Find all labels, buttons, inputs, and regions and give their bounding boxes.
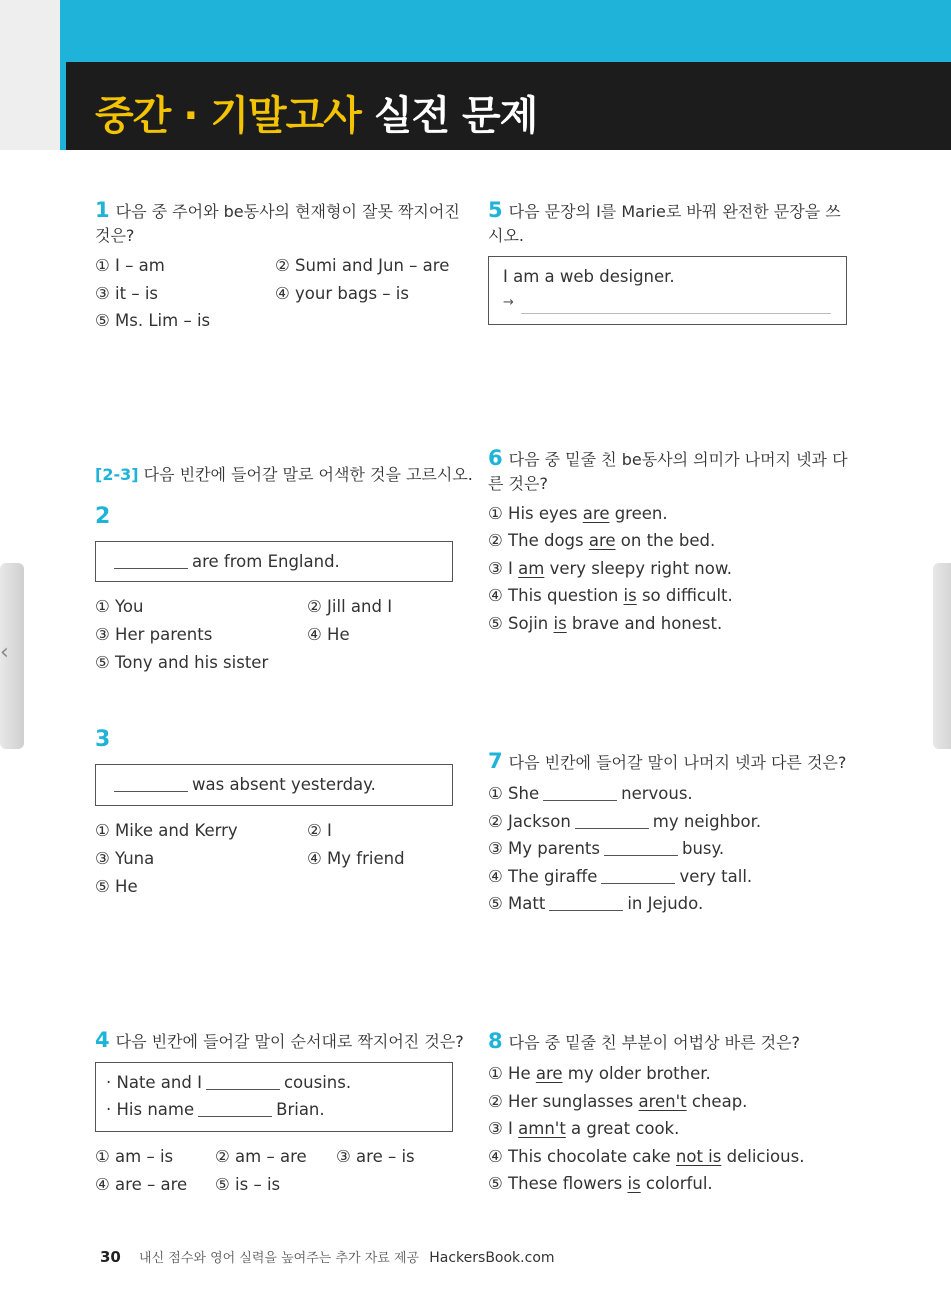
option[interactable] xyxy=(488,784,693,803)
option[interactable]: ④ He xyxy=(307,625,350,644)
option[interactable] xyxy=(488,1174,713,1193)
sentence-text: are from England. xyxy=(192,552,340,571)
option[interactable]: ① am – is xyxy=(95,1147,174,1166)
option-text: on the bed. xyxy=(615,531,716,550)
option[interactable] xyxy=(488,867,752,886)
option[interactable]: ② am – are xyxy=(215,1147,307,1166)
question-text: 다음 중 밑줄 친 부분이 어법상 바른 것은? xyxy=(508,1033,801,1052)
option-text: very tall. xyxy=(679,867,753,886)
question-7 xyxy=(488,749,846,775)
question-5 xyxy=(488,198,853,248)
option-text: ② Her sunglasses xyxy=(488,1092,639,1111)
option[interactable] xyxy=(488,504,668,523)
question-number: 1 xyxy=(95,198,110,222)
underlined-word: is xyxy=(553,614,567,633)
header-band xyxy=(60,0,951,62)
question-number: 6 xyxy=(488,446,503,470)
option[interactable]: ① Mike and Kerry xyxy=(95,821,238,840)
answer-box xyxy=(488,256,847,325)
question-number: 8 xyxy=(488,1029,503,1053)
option-text: green. xyxy=(609,504,668,523)
sentence-text: was absent yesterday. xyxy=(192,775,376,794)
underlined-word: is xyxy=(627,1174,641,1193)
underlined-word: am xyxy=(518,559,545,578)
option-text: ② The dogs xyxy=(488,531,589,550)
option[interactable]: ① I – am xyxy=(95,256,165,275)
option[interactable] xyxy=(488,1147,804,1166)
option-text: a great cook. xyxy=(565,1119,680,1138)
question-number: 4 xyxy=(95,1028,110,1052)
blank xyxy=(549,909,623,911)
option[interactable] xyxy=(488,1092,747,1111)
option-text: ⑤ Matt xyxy=(488,894,546,913)
header-accent xyxy=(60,62,66,150)
option[interactable]: ① You xyxy=(95,597,144,616)
blank xyxy=(206,1088,280,1090)
option[interactable] xyxy=(488,1064,711,1083)
question-number: 5 xyxy=(488,198,503,222)
option[interactable] xyxy=(488,586,733,605)
blank xyxy=(604,854,678,856)
option-text: ④ This question xyxy=(488,586,624,605)
option[interactable] xyxy=(488,894,703,913)
option-text: brave and honest. xyxy=(566,614,723,633)
question-number: 3 xyxy=(95,727,111,752)
blank xyxy=(198,1115,272,1117)
option[interactable]: ② Jill and I xyxy=(307,597,393,616)
answer-line[interactable] xyxy=(521,313,831,314)
option[interactable] xyxy=(488,812,761,831)
group-range: [2-3] xyxy=(95,465,139,484)
underlined-word: not is xyxy=(675,1147,722,1166)
option-text: so difficult. xyxy=(636,586,733,605)
question-text: 다음 빈칸에 들어갈 말이 나머지 넷과 다른 것은? xyxy=(508,753,847,772)
option[interactable] xyxy=(488,1119,679,1138)
question-text: 다음 빈칸에 들어갈 말이 순서대로 짝지어진 것은? xyxy=(115,1032,464,1051)
option-text: delicious. xyxy=(721,1147,805,1166)
option-text: ④ The giraffe xyxy=(488,867,598,886)
page-title-rest: 실전 문제 xyxy=(373,93,538,139)
option[interactable] xyxy=(488,614,722,633)
question-text: 다음 중 밑줄 친 be동사의 의미가 나머지 넷과 다른 것은? xyxy=(488,450,848,493)
page-title-highlight: 중간 · 기말고사 xyxy=(95,93,361,139)
option-text: in Jejudo. xyxy=(627,894,704,913)
blank xyxy=(114,567,188,569)
option-text: ① His eyes xyxy=(488,504,583,523)
header-margin xyxy=(0,0,60,150)
question-number: 7 xyxy=(488,749,503,773)
option[interactable]: ⑤ Ms. Lim – is xyxy=(95,311,211,330)
question-6 xyxy=(488,446,853,496)
sentence-text: · Nate and I xyxy=(106,1073,202,1092)
option[interactable]: ④ My friend xyxy=(307,849,405,868)
option-text: my older brother. xyxy=(562,1064,711,1083)
sentence-text: · His name xyxy=(106,1100,195,1119)
option[interactable] xyxy=(488,559,732,578)
option[interactable]: ③ are – is xyxy=(336,1147,415,1166)
underlined-word: are xyxy=(588,531,616,550)
sentence-text: Brian. xyxy=(276,1100,325,1119)
option[interactable]: ⑤ He xyxy=(95,877,138,896)
option[interactable]: ③ Her parents xyxy=(95,625,213,644)
option[interactable]: ④ are – are xyxy=(95,1175,188,1194)
option-text: busy. xyxy=(681,839,725,858)
option-text: my neighbor. xyxy=(652,812,762,831)
next-page-tab[interactable] xyxy=(933,563,951,749)
option[interactable]: ⑤ is – is xyxy=(215,1175,281,1194)
group-instruction xyxy=(95,463,473,487)
option-text: nervous. xyxy=(621,784,693,803)
option-text: ④ This chocolate cake xyxy=(488,1147,676,1166)
blank xyxy=(601,882,675,884)
option[interactable]: ② Sumi and Jun – are xyxy=(275,256,450,275)
option-text: ① She xyxy=(488,784,540,803)
underlined-word: aren't xyxy=(638,1092,687,1111)
sentence-box xyxy=(95,541,453,582)
blank xyxy=(114,790,188,792)
option-text: ① He xyxy=(488,1064,536,1083)
group-text: 다음 빈칸에 들어갈 말로 어색한 것을 고르시오. xyxy=(143,465,473,484)
sentence-box xyxy=(95,1062,453,1132)
option-text: ③ My parents xyxy=(488,839,600,858)
question-text: 다음 중 주어와 be동사의 현재형이 잘못 짝지어진 것은? xyxy=(95,202,460,245)
blank xyxy=(575,827,649,829)
option-text: ⑤ Sojin xyxy=(488,614,554,633)
arrow-icon: → xyxy=(503,295,514,310)
option[interactable] xyxy=(488,531,715,550)
question-number: 2 xyxy=(95,504,111,529)
option-text: ② Jackson xyxy=(488,812,571,831)
underlined-word: are xyxy=(582,504,610,523)
option[interactable] xyxy=(488,839,724,858)
underlined-word: are xyxy=(535,1064,563,1083)
question-8 xyxy=(488,1029,800,1055)
underlined-word: is xyxy=(623,586,637,605)
sentence-text: cousins. xyxy=(283,1073,352,1092)
option[interactable]: ③ Yuna xyxy=(95,849,155,868)
footer xyxy=(100,1247,555,1266)
option-text: cheap. xyxy=(686,1092,748,1111)
option-text: very sleepy right now. xyxy=(544,559,733,578)
option-text: ③ I xyxy=(488,559,519,578)
underlined-word: amn't xyxy=(518,1119,566,1138)
question-4 xyxy=(95,1028,464,1054)
question-1 xyxy=(95,198,460,248)
footer-site-link[interactable]: HackersBook.com xyxy=(429,1250,555,1266)
option[interactable]: ② I xyxy=(307,821,332,840)
option-text: colorful. xyxy=(640,1174,713,1193)
option[interactable]: ③ it – is xyxy=(95,284,159,303)
page-number: 30 xyxy=(100,1248,121,1266)
sentence-box xyxy=(95,764,453,806)
question-text: 다음 문장의 I를 Marie로 바꿔 완전한 문장을 쓰시오. xyxy=(488,202,841,245)
option-text: ⑤ These flowers xyxy=(488,1174,628,1193)
blank xyxy=(543,799,617,801)
option-text: ③ I xyxy=(488,1119,519,1138)
sentence-text: I am a web designer. xyxy=(503,267,675,286)
option[interactable]: ④ your bags – is xyxy=(275,284,409,303)
option[interactable]: ⑤ Tony and his sister xyxy=(95,653,269,672)
chevron-left-icon: ‹ xyxy=(0,640,9,665)
page-title xyxy=(95,84,537,141)
footer-text: 내신 점수와 영어 실력을 높여주는 추가 자료 제공 xyxy=(139,1251,420,1266)
